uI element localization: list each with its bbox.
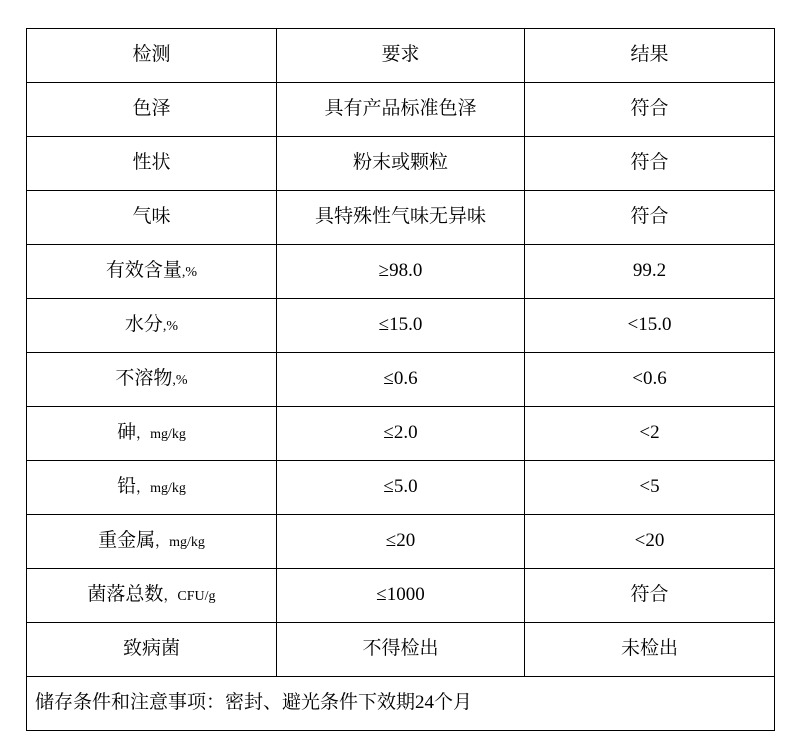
table-row bbox=[27, 461, 775, 515]
cell-requirement bbox=[277, 461, 525, 515]
result-value: <20 bbox=[634, 530, 665, 552]
item-unit: ，CFU/g bbox=[163, 589, 216, 605]
result-value: 符合 bbox=[630, 206, 669, 228]
table-row bbox=[27, 407, 775, 461]
column-header-item bbox=[27, 29, 277, 83]
requirement-value: ≤20 bbox=[385, 530, 416, 552]
cell-requirement bbox=[277, 137, 525, 191]
storage-note: 储存条件和注意事项：密封、避光条件下效期24个月 bbox=[35, 692, 473, 714]
table-row bbox=[27, 353, 775, 407]
cell-result bbox=[525, 299, 775, 353]
cell-result bbox=[525, 191, 775, 245]
result-value: 未检出 bbox=[620, 638, 678, 660]
requirement-value: ≤1000 bbox=[376, 584, 425, 606]
cell-item bbox=[27, 623, 277, 677]
requirement-value: 不得检出 bbox=[362, 638, 439, 660]
result-value: <0.6 bbox=[632, 368, 667, 390]
result-value: <5 bbox=[639, 476, 660, 498]
cell-item bbox=[27, 83, 277, 137]
item-unit: ,% bbox=[172, 373, 188, 389]
item-name: 重金属 bbox=[98, 530, 156, 552]
result-value: 符合 bbox=[630, 98, 669, 120]
item-name: 砷 bbox=[117, 422, 137, 444]
cell-result bbox=[525, 137, 775, 191]
result-value: 符合 bbox=[630, 584, 669, 606]
requirement-value: ≤2.0 bbox=[383, 422, 418, 444]
cell-item bbox=[27, 299, 277, 353]
item-name: 色泽 bbox=[132, 98, 171, 120]
cell-result bbox=[525, 461, 775, 515]
cell-requirement bbox=[277, 83, 525, 137]
cell-item bbox=[27, 245, 277, 299]
table-row bbox=[27, 299, 775, 353]
requirement-value: 具特殊性气味无异味 bbox=[314, 206, 486, 228]
requirement-value: 具有产品标准色泽 bbox=[324, 98, 477, 120]
item-unit: ,% bbox=[181, 265, 198, 281]
cell-item bbox=[27, 407, 277, 461]
cell-requirement bbox=[277, 191, 525, 245]
column-header-item-label: 检测 bbox=[132, 44, 171, 66]
cell-requirement bbox=[277, 245, 525, 299]
item-unit: ，mg/kg bbox=[155, 535, 205, 551]
result-value: 符合 bbox=[630, 152, 669, 174]
result-value: <2 bbox=[639, 422, 660, 444]
cell-item bbox=[27, 353, 277, 407]
item-name: 不溶物 bbox=[115, 368, 173, 390]
requirement-value: ≤15.0 bbox=[378, 314, 423, 336]
item-name: 水分 bbox=[124, 314, 163, 336]
table-row bbox=[27, 191, 775, 245]
cell-item bbox=[27, 569, 277, 623]
result-value: <15.0 bbox=[627, 314, 672, 336]
cell-result bbox=[525, 353, 775, 407]
cell-item bbox=[27, 515, 277, 569]
table-header-row bbox=[27, 29, 775, 83]
cell-result bbox=[525, 407, 775, 461]
item-name: 铅 bbox=[117, 476, 137, 498]
requirement-value: ≤5.0 bbox=[383, 476, 418, 498]
requirement-value: 粉末或颗粒 bbox=[352, 152, 448, 174]
item-name: 有效含量 bbox=[105, 260, 182, 282]
table-row bbox=[27, 569, 775, 623]
cell-requirement bbox=[277, 623, 525, 677]
item-name: 菌落总数 bbox=[87, 584, 164, 606]
cell-requirement bbox=[277, 353, 525, 407]
cell-requirement bbox=[277, 569, 525, 623]
table-row bbox=[27, 515, 775, 569]
cell-result bbox=[525, 245, 775, 299]
cell-result bbox=[525, 83, 775, 137]
table-row bbox=[27, 137, 775, 191]
storage-note-cell bbox=[27, 677, 775, 731]
item-unit: ，mg/kg bbox=[136, 481, 186, 497]
cell-requirement bbox=[277, 515, 525, 569]
requirement-value: ≤0.6 bbox=[383, 368, 418, 390]
column-header-result bbox=[525, 29, 775, 83]
requirement-value: ≥98.0 bbox=[378, 260, 423, 282]
column-header-requirement-label: 要求 bbox=[381, 44, 420, 66]
specification-table bbox=[26, 28, 775, 731]
item-name: 气味 bbox=[132, 206, 171, 228]
item-unit: ，mg/kg bbox=[136, 427, 186, 443]
result-value: 99.2 bbox=[632, 260, 667, 282]
column-header-result-label: 结果 bbox=[630, 44, 669, 66]
table-row bbox=[27, 83, 775, 137]
cell-result bbox=[525, 569, 775, 623]
item-unit: ,% bbox=[162, 319, 179, 335]
cell-item bbox=[27, 191, 277, 245]
cell-requirement bbox=[277, 407, 525, 461]
cell-item bbox=[27, 461, 277, 515]
cell-requirement bbox=[277, 299, 525, 353]
column-header-requirement bbox=[277, 29, 525, 83]
cell-item bbox=[27, 137, 277, 191]
table-row bbox=[27, 245, 775, 299]
cell-result bbox=[525, 623, 775, 677]
item-name: 致病菌 bbox=[122, 638, 180, 660]
cell-result bbox=[525, 515, 775, 569]
table-row bbox=[27, 623, 775, 677]
table-footer-row bbox=[27, 677, 775, 731]
item-name: 性状 bbox=[132, 152, 171, 174]
